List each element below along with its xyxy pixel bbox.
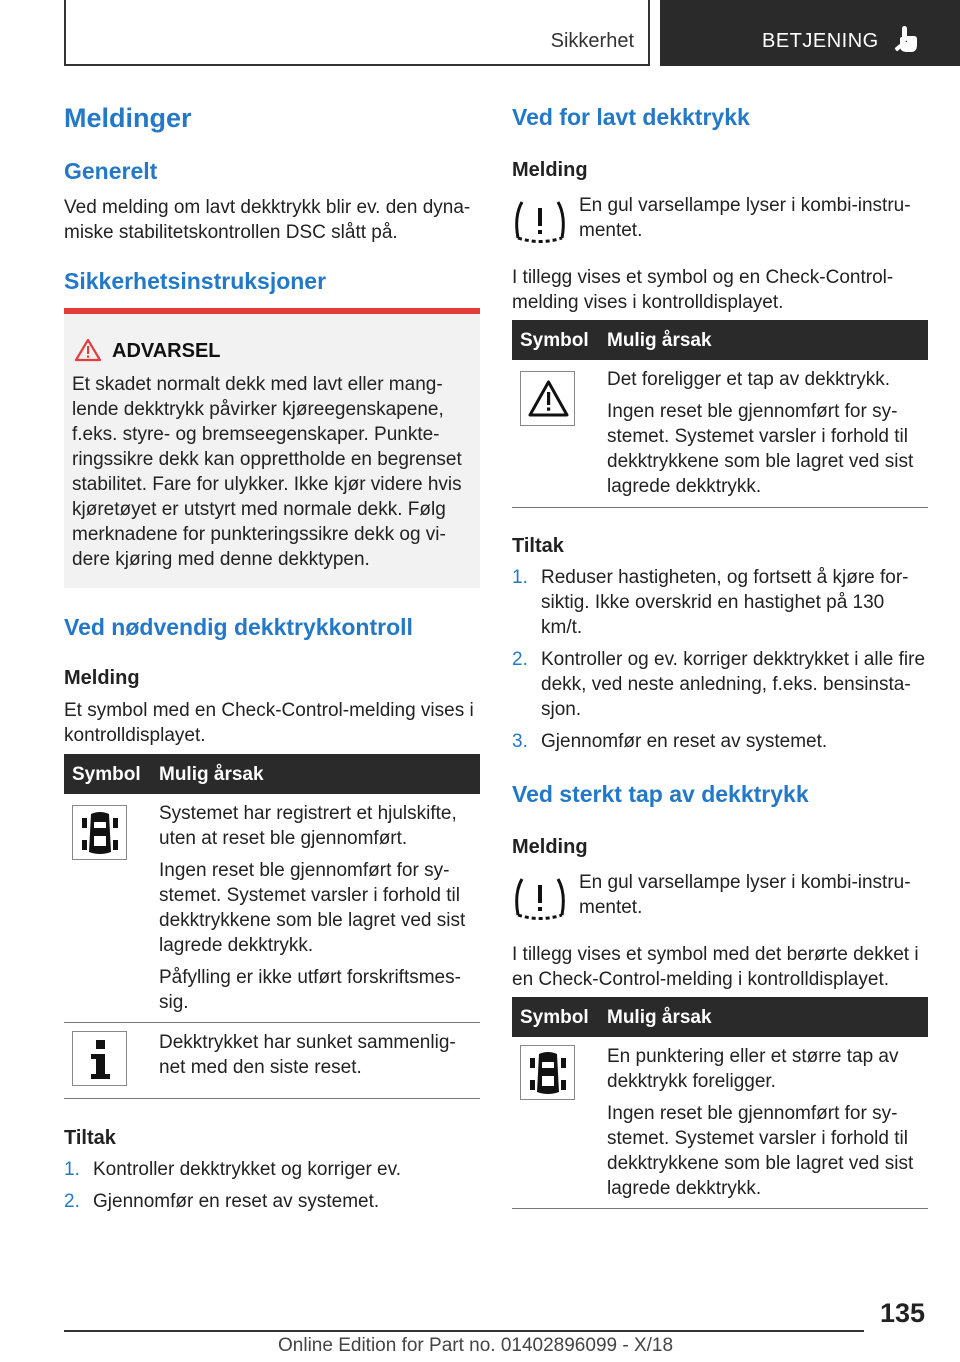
warning-box xyxy=(64,308,480,588)
table-header xyxy=(64,754,480,794)
lamp-text: En gul varsellampe lyser i kombi-instru-mentet. xyxy=(579,195,911,241)
symbol-table-left xyxy=(64,754,480,1100)
generelt-text: Ved melding om lavt dekktrykk blir ev. den dyna-miske stabilitetskontrollen DSC slått på. xyxy=(64,197,471,243)
header-section-tab xyxy=(64,0,650,66)
page-number: 135 xyxy=(880,1298,926,1328)
loss-text: I tillegg vises et symbol med det berørte dekket i en Check-Control-melding i kontrolldisplayet. xyxy=(512,944,919,990)
warning-triangle-icon xyxy=(74,338,102,362)
table-header-cause: Mulig årsak xyxy=(607,330,712,351)
table-cell-cause xyxy=(159,1030,479,1087)
hand-pointer-icon xyxy=(894,24,920,54)
table-header xyxy=(512,320,928,360)
table-row xyxy=(512,360,928,508)
table-header xyxy=(512,997,928,1037)
warning-title: ADVARSEL xyxy=(112,340,221,362)
melding-label: Melding xyxy=(64,667,140,689)
cause-text: Det foreligger et tap av dekktrykk. xyxy=(607,369,891,390)
table-cell-cause xyxy=(607,1044,927,1208)
steps-list-left xyxy=(64,1157,480,1221)
melding-label: Melding xyxy=(512,836,588,858)
warning-triangle-icon xyxy=(520,371,575,426)
section-title-loss: Ved sterkt tap av dekktrykk xyxy=(512,781,809,807)
cause-text: Systemet har registrert et hjulskifte, uten at reset ble gjennomført. xyxy=(159,803,457,849)
cause-text: Påfylling er ikke utført forskriftsmes-sig. xyxy=(159,967,461,1013)
info-icon xyxy=(72,1031,127,1086)
table-header-cause: Mulig årsak xyxy=(607,1007,712,1028)
tiltak-label: Tiltak xyxy=(64,1127,116,1149)
symbol-table-right-1 xyxy=(512,320,928,508)
cause-text: Dekktrykket har sunket sammenlig-net med den siste reset. xyxy=(159,1032,456,1078)
table-cell-cause xyxy=(159,801,479,1022)
tiltak-label: Tiltak xyxy=(512,535,564,557)
cause-text: Ingen reset ble gjennomført for sy-stemet. Systemet varsler i forhold til dekktrykkene som ble lagret ved sist lagrede dekktrykk. xyxy=(607,401,914,497)
tire-pressure-warning-lamp-icon xyxy=(512,196,568,252)
symbol-table-right-2 xyxy=(512,997,928,1209)
step-text: Kontroller dekktrykket og korriger ev. xyxy=(93,1159,401,1180)
table-row xyxy=(512,1037,928,1209)
melding-text: Et symbol med en Check-Control-melding vises i kontrolldisplayet. xyxy=(64,700,474,746)
list-item xyxy=(64,1189,480,1214)
section-title-check: Ved nødvendig dekktrykkontroll xyxy=(64,614,413,640)
section-title-generelt: Generelt xyxy=(64,158,158,184)
page-title: Meldinger xyxy=(64,103,192,133)
step-text: Reduser hastigheten, og fortsett å kjøre for-siktig. Ikke overskrid en hastighet på 130 km/t. xyxy=(541,567,909,638)
step-number: 2. xyxy=(64,1191,80,1212)
tire-damage-car-icon xyxy=(520,1045,575,1100)
step-number: 1. xyxy=(64,1159,80,1180)
cause-text: En punktering eller et større tap av dekktrykk foreligger. xyxy=(607,1046,899,1092)
step-text: Gjennomfør en reset av systemet. xyxy=(541,731,828,752)
cause-text: Ingen reset ble gjennomført for sy-stemet. Systemet varsler i forhold til dekktrykkene som ble lagret ved sist lagrede dekktrykk. xyxy=(159,860,466,956)
table-header-symbol: Symbol xyxy=(72,764,141,785)
step-number: 3. xyxy=(512,731,528,752)
table-cell-cause xyxy=(607,367,927,506)
footer-edition: Online Edition for Part no. 01402896099 - X/18 xyxy=(278,1335,674,1356)
section-title-low: Ved for lavt dekktrykk xyxy=(512,104,750,130)
table-row xyxy=(64,1023,480,1099)
header-chapter-tab xyxy=(660,0,960,66)
step-number: 1. xyxy=(512,567,528,588)
step-text: Gjennomfør en reset av systemet. xyxy=(93,1191,380,1212)
header-chapter-label: BETJENING xyxy=(762,30,879,52)
table-header-symbol: Symbol xyxy=(520,1007,589,1028)
low-text: I tillegg vises et symbol og en Check-Control-melding vises i kontrolldisplayet. xyxy=(512,267,894,313)
steps-list-right xyxy=(512,565,928,761)
table-row xyxy=(64,794,480,1023)
section-title-safety: Sikkerhetsinstruksjoner xyxy=(64,268,327,294)
step-number: 2. xyxy=(512,649,528,670)
list-item xyxy=(512,647,928,722)
tire-reset-car-icon xyxy=(72,805,127,860)
list-item xyxy=(512,565,928,640)
list-item xyxy=(512,729,928,754)
warning-body: Et skadet normalt dekk med lavt eller mang-lende dekktrykk påvirker kjøreegenskapene, f.eks. styre- og bremseegenskaper. Punkte-ringssikre dekk kan opprettholde en begrenset stabilitet. Fare for ulykker. Ikke kjør videre hvis kjøretøyet er utstyrt med normale dekk. Følg merknadene for punkteringssikre dekk og vi-dere kjøring med denne dekktypen. xyxy=(72,374,462,570)
cause-text: Ingen reset ble gjennomført for sy-stemet. Systemet varsler i forhold til dekktrykkene som ble lagret ved sist lagrede dekktrykk. xyxy=(607,1103,914,1199)
step-text: Kontroller og ev. korriger dekktrykket i alle fire dekk, ved neste anledning, f.eks. bensinsta-sjon. xyxy=(541,649,926,720)
tire-pressure-warning-lamp-icon xyxy=(512,873,568,929)
list-item xyxy=(64,1157,480,1182)
table-header-symbol: Symbol xyxy=(520,330,589,351)
lamp-text: En gul varsellampe lyser i kombi-instru-mentet. xyxy=(579,872,911,918)
header-section-label: Sikkerhet xyxy=(550,30,634,52)
footer-divider xyxy=(64,1330,864,1332)
melding-label: Melding xyxy=(512,159,588,181)
table-header-cause: Mulig årsak xyxy=(159,764,264,785)
